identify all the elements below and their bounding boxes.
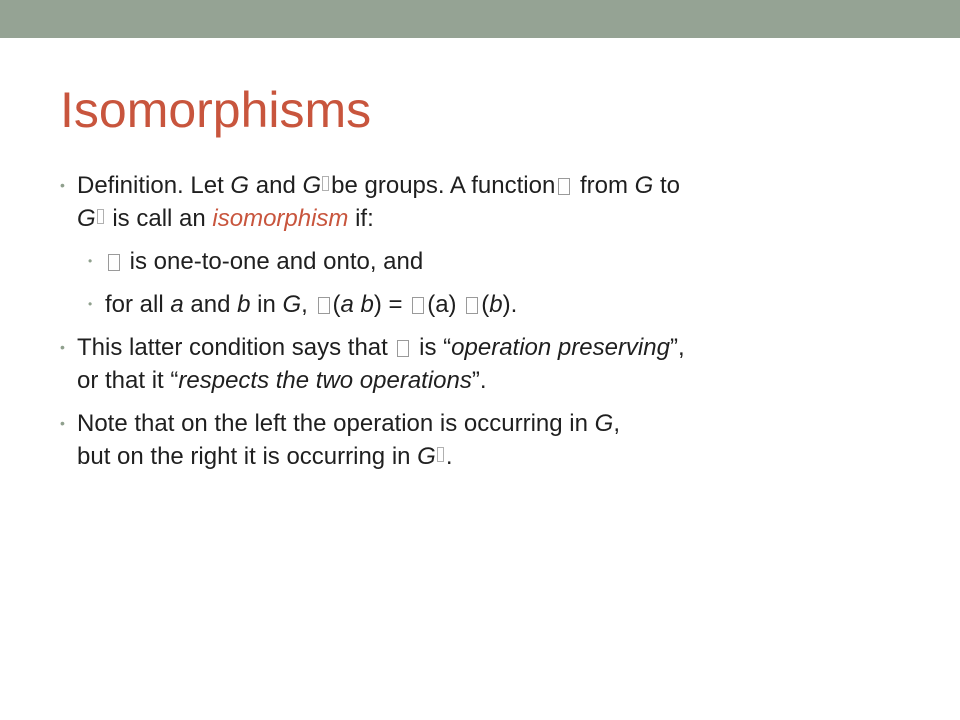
missing-prime-glyph-icon [97,209,104,224]
bullet-operation-preserving [60,331,920,397]
var-b: b [489,291,503,318]
sub-bullet-homomorphism [60,288,920,321]
missing-phi-glyph-icon [318,297,330,314]
missing-phi-glyph-icon [558,178,570,195]
bullet-dot-icon: • [60,415,65,431]
missing-phi-glyph-icon [466,297,478,314]
text-run: ). [502,291,518,318]
homomorphism-line [105,288,920,321]
text-run: ”, [669,334,685,361]
respects-operations-term: respects the two operations [178,367,472,394]
text-run: to [653,172,681,199]
var-b: b [237,291,251,318]
bullet-dot-icon: • [60,177,65,193]
text-run: (a) [427,291,464,318]
text-run: and [183,291,238,318]
var-ab: a b [340,291,374,318]
bullet-dot-icon: • [88,297,93,311]
text-run: from [573,172,635,199]
text-run: , [301,291,315,318]
var-g: G [594,410,614,437]
missing-phi-glyph-icon [412,297,424,314]
note-line-1 [77,407,920,440]
operation-preserving-term: operation preserving [451,334,670,361]
slide-top-bar [0,0,960,38]
text-run: Note that on the left the operation is occurring in [77,410,595,437]
bijection-line [105,245,920,278]
text-run: but on the right it is occurring in [77,443,418,470]
bullet-note [60,407,920,473]
slide-title: Isomorphisms [60,82,372,138]
isomorphism-term: isomorphism [212,205,349,232]
text-run: ”. [471,367,487,394]
text-run: ) = [373,291,410,318]
operation-preserving-line-2 [77,364,920,397]
bullet-list [60,169,920,483]
text-run: Definition. Let [77,172,231,199]
text-run: be groups. A function [331,172,556,199]
text-run: or that it “ [77,367,179,394]
var-g: G [282,291,302,318]
text-run: and [249,172,303,199]
bullet-definition [60,169,920,235]
var-g: G [230,172,250,199]
missing-phi-glyph-icon [108,254,120,271]
missing-phi-glyph-icon [397,340,409,357]
definition-line-2 [77,202,920,235]
text-run: for all [105,291,171,318]
text-run: This latter condition says that [77,334,395,361]
note-line-2 [77,440,920,473]
text-run: if: [348,205,374,232]
text-run: is “ [412,334,452,361]
var-g-prime: G [302,172,322,199]
var-g-prime: G [77,205,96,232]
text-run: , [613,410,620,437]
text-run: ( [481,291,490,318]
sub-bullet-bijection [60,245,920,278]
bullet-dot-icon: • [88,254,93,268]
operation-preserving-line-1 [77,331,920,364]
definition-line-1 [77,169,920,202]
text-run: in [250,291,283,318]
text-run: is call an [105,205,213,232]
var-g-prime: G [417,443,436,470]
missing-prime-glyph-icon [437,447,444,462]
missing-prime-glyph-icon [322,176,329,191]
bullet-dot-icon: • [60,339,65,355]
var-a: a [170,291,184,318]
var-g: G [634,172,654,199]
text-run: ( [332,291,341,318]
text-run: . [445,443,453,470]
text-run: is one-to-one and onto, and [123,248,424,275]
